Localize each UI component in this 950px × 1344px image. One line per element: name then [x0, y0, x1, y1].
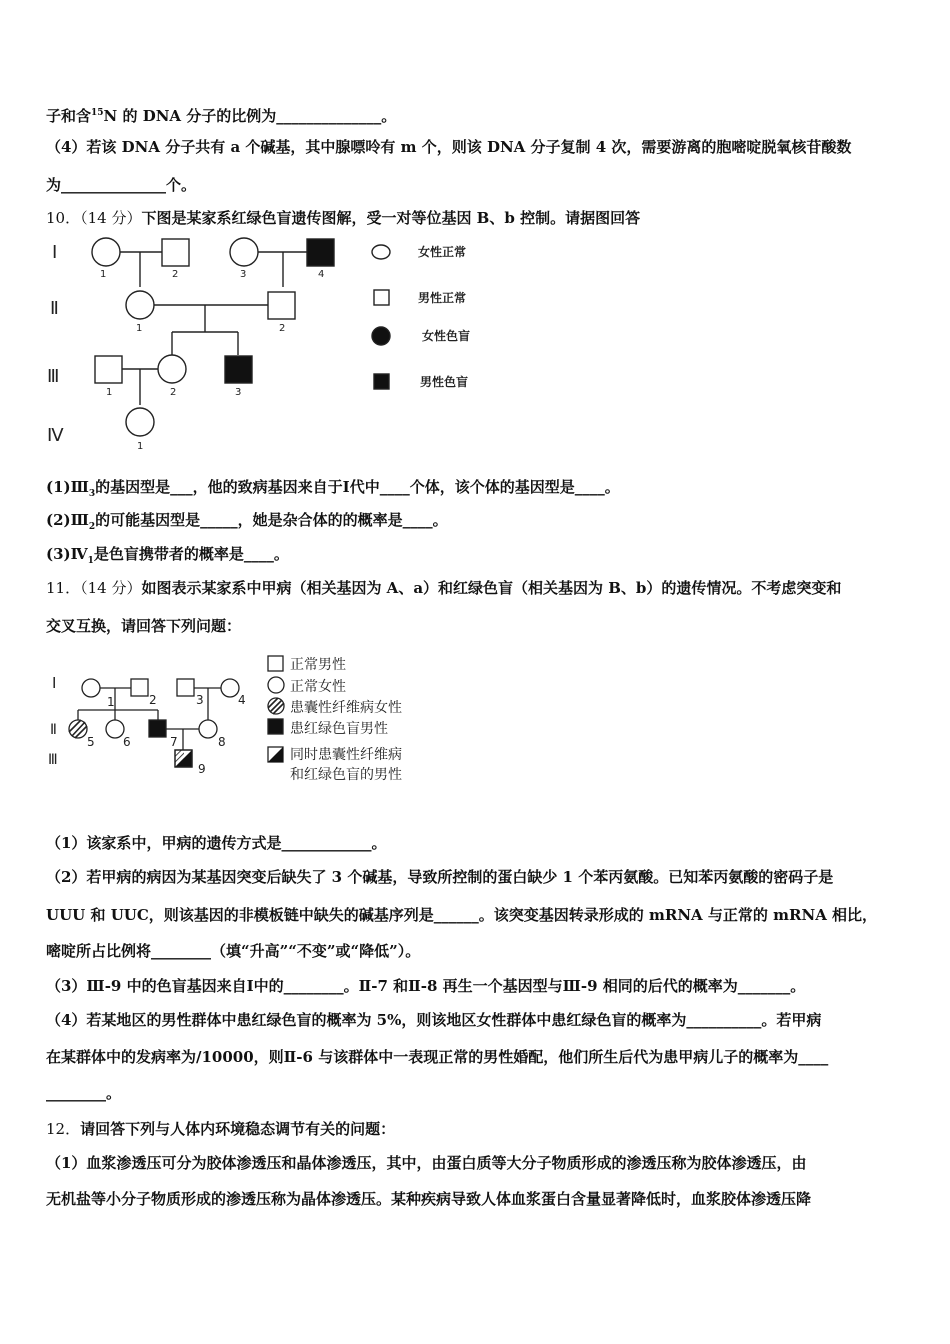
i2-male-normal	[162, 239, 189, 266]
q10-header	[46, 208, 910, 228]
q11-sub4: （4）若某地区的男性群体中患红绿色盲的概率为 5%，则该地区女性群体中患红绿色盲的概率为__________。若甲病	[46, 1011, 822, 1029]
legend-male-cb: 男性色盲	[420, 375, 469, 389]
label-i2: 2	[172, 269, 179, 280]
q11-sub2: （2）若甲病的病因为某基因突变后缺失了 3 个碱基，导致所控制的蛋白缺少 1 个苯丙氨酸。已知苯丙氨酸的密码子是	[46, 868, 834, 886]
p2-i3-male-normal	[177, 679, 194, 696]
legend-female-cb-icon	[372, 327, 390, 345]
q11-sub4-c: ________。	[46, 1084, 122, 1102]
text-line-1	[46, 103, 910, 126]
q11-sub1: （1）该家系中，甲病的遗传方式是____________。	[46, 834, 387, 852]
iii1-male-normal	[95, 356, 122, 383]
i4-male-colorblind	[307, 239, 334, 266]
p2-label-1: 1	[107, 695, 115, 709]
text-part: N 的 DNA 分子的比例为______________。	[103, 107, 397, 125]
p2-label-4: 4	[238, 693, 246, 707]
legend-female-normal-icon	[372, 245, 390, 259]
legend-female-cb: 女性色盲	[422, 329, 471, 343]
p2-label-8: 8	[218, 735, 226, 749]
q10-sub2	[46, 510, 910, 537]
pedigree-chart-1	[0, 230, 520, 460]
gen-label-ii: Ⅱ	[50, 298, 59, 319]
q11-header	[46, 578, 910, 598]
p2-label-5: 5	[87, 735, 95, 749]
gen-label-iii: Ⅲ	[47, 366, 60, 387]
p2-legend-both-2: 和红绿色盲的男性	[290, 767, 402, 783]
p2-legend-male-normal-icon	[268, 656, 283, 671]
pedigree-chart-2	[0, 648, 440, 788]
subscript: 3	[88, 489, 96, 499]
q11-sub4-b: 在某群体中的发病率为/10000，则Ⅱ-6 与该群体中一表现正常的男性婚配，他们所生后代为患甲病儿子的概率为____	[46, 1048, 829, 1066]
p2-legend-female-cf: 患囊性纤维病女性	[290, 700, 402, 716]
p2-i4-female-normal	[221, 679, 239, 697]
q11-sub2-c: 嘧啶所占比例将________（填“升高”“不变”或“降低”）。	[46, 942, 421, 960]
i3-female-normal	[230, 238, 258, 266]
subscript: 1	[87, 556, 94, 566]
q11-sub2-b: UUU 和 UUC，则该基因的非模板链中缺失的碱基序列是______。该突变基因转录形成的 mRNA 与正常的 mRNA 相比，	[46, 906, 878, 924]
p2-legend-female-normal-icon	[268, 677, 284, 693]
q12-text: 请回答下列与人体内环境稳态调节有关的问题：	[80, 1120, 396, 1138]
label-iv1: 1	[137, 441, 144, 452]
gen-label-iv: Ⅳ	[47, 425, 64, 446]
label-iii3: 3	[235, 387, 242, 398]
p2-gen-label-i: Ⅰ	[52, 674, 57, 692]
p2-gen-label-iii: Ⅲ	[48, 752, 58, 768]
label-i3: 3	[240, 269, 247, 280]
text-line-3: 为______________个。	[46, 176, 197, 194]
q11-text: 如图表示某家系中甲病（相关基因为 A、a）和红绿色盲（相关基因为 B、b）的遗传情况。不考虑突变和	[141, 579, 842, 597]
subscript: 2	[88, 522, 96, 532]
p2-ii8-female-normal	[199, 720, 217, 738]
label-iii2: 2	[170, 387, 177, 398]
p2-legend-male-normal: 正常男性	[290, 657, 346, 673]
iii3-male-colorblind	[225, 356, 252, 383]
label-i1: 1	[100, 269, 107, 280]
p2-legend-both-1: 同时患囊性纤维病	[290, 747, 402, 763]
p2-i1-female-normal	[82, 679, 100, 697]
text-part: (2)Ⅲ	[46, 511, 89, 529]
gen-label-i: Ⅰ	[52, 242, 58, 263]
q12-number: 12．	[46, 1120, 81, 1138]
p2-ii6-female-normal	[106, 720, 124, 738]
text-part: 的基因型是___，他的致病基因来自于Ⅰ代中____个体，该个体的基因型是____。	[95, 478, 620, 496]
q12-sub1-b: 无机盐等小分子物质形成的渗透压称为晶体渗透压。某种疾病导致人体血浆蛋白含量显著降低时，血浆胶体渗透压降	[46, 1190, 812, 1208]
q12-sub1: （1）血浆渗透压可分为胶体渗透压和晶体渗透压，其中，由蛋白质等大分子物质形成的渗透压称为胶体渗透压，由	[46, 1154, 807, 1172]
p2-label-6: 6	[123, 735, 131, 749]
label-ii2: 2	[279, 323, 286, 334]
p2-gen-label-ii: Ⅱ	[50, 722, 57, 738]
p2-ii7-male-colorblind	[149, 720, 166, 737]
iii2-female-normal	[158, 355, 186, 383]
label-iii1: 1	[106, 387, 113, 398]
q10-number: 10．（14 分）	[46, 209, 142, 227]
p2-label-7: 7	[170, 735, 178, 749]
p2-label-9: 9	[198, 762, 206, 776]
iv1-female-normal	[126, 408, 154, 436]
p2-legend-male-cb-icon	[268, 719, 283, 734]
legend-male-normal-icon	[374, 290, 389, 305]
superscript: 15	[91, 108, 104, 118]
q10-text: 下图是某家系红绿色盲遗传图解，受一对等位基因 B、b 控制。请据图回答	[141, 209, 641, 227]
label-i4: 4	[318, 269, 325, 280]
label-ii1: 1	[136, 323, 143, 334]
p2-i2-male-normal	[131, 679, 148, 696]
q10-sub3	[46, 544, 910, 571]
text-part: 的可能基因型是_____，她是杂合体的的概率是____。	[95, 511, 448, 529]
p2-label-3: 3	[196, 693, 204, 707]
p2-legend-female-normal: 正常女性	[290, 679, 346, 695]
legend-male-cb-icon	[374, 374, 389, 389]
legend-female-normal: 女性正常	[418, 245, 467, 259]
p2-label-2: 2	[149, 693, 157, 707]
ii2-male-normal	[268, 292, 295, 319]
q10-sub1	[46, 477, 910, 504]
q11-sub3: （3）Ⅲ-9 中的色盲基因来自Ⅰ中的________。Ⅱ-7 和Ⅱ-8 再生一个基因型与Ⅲ-9 相同的后代的概率为_______。	[46, 977, 806, 995]
text-line-2: （4）若该 DNA 分子共有 a 个碱基，其中腺嘌呤有 m 个，则该 DNA 分子复制 4 次，需要游离的胞嘧啶脱氧核苷酸数	[46, 138, 852, 156]
legend-male-normal: 男性正常	[418, 291, 467, 305]
q12-header	[46, 1119, 910, 1139]
text-part: (1)Ⅲ	[46, 478, 89, 496]
text-part: 子和含	[46, 107, 92, 125]
q11-number: 11．（14 分）	[46, 579, 142, 597]
text-part: (3)Ⅳ	[46, 545, 88, 563]
ii1-female-normal	[126, 291, 154, 319]
text-part: 是色盲携带者的概率是____。	[93, 545, 289, 563]
q11-header-2: 交叉互换，请回答下列问题：	[46, 617, 242, 635]
p2-legend-male-cb: 患红绿色盲男性	[290, 721, 388, 737]
i1-female-normal	[92, 238, 120, 266]
